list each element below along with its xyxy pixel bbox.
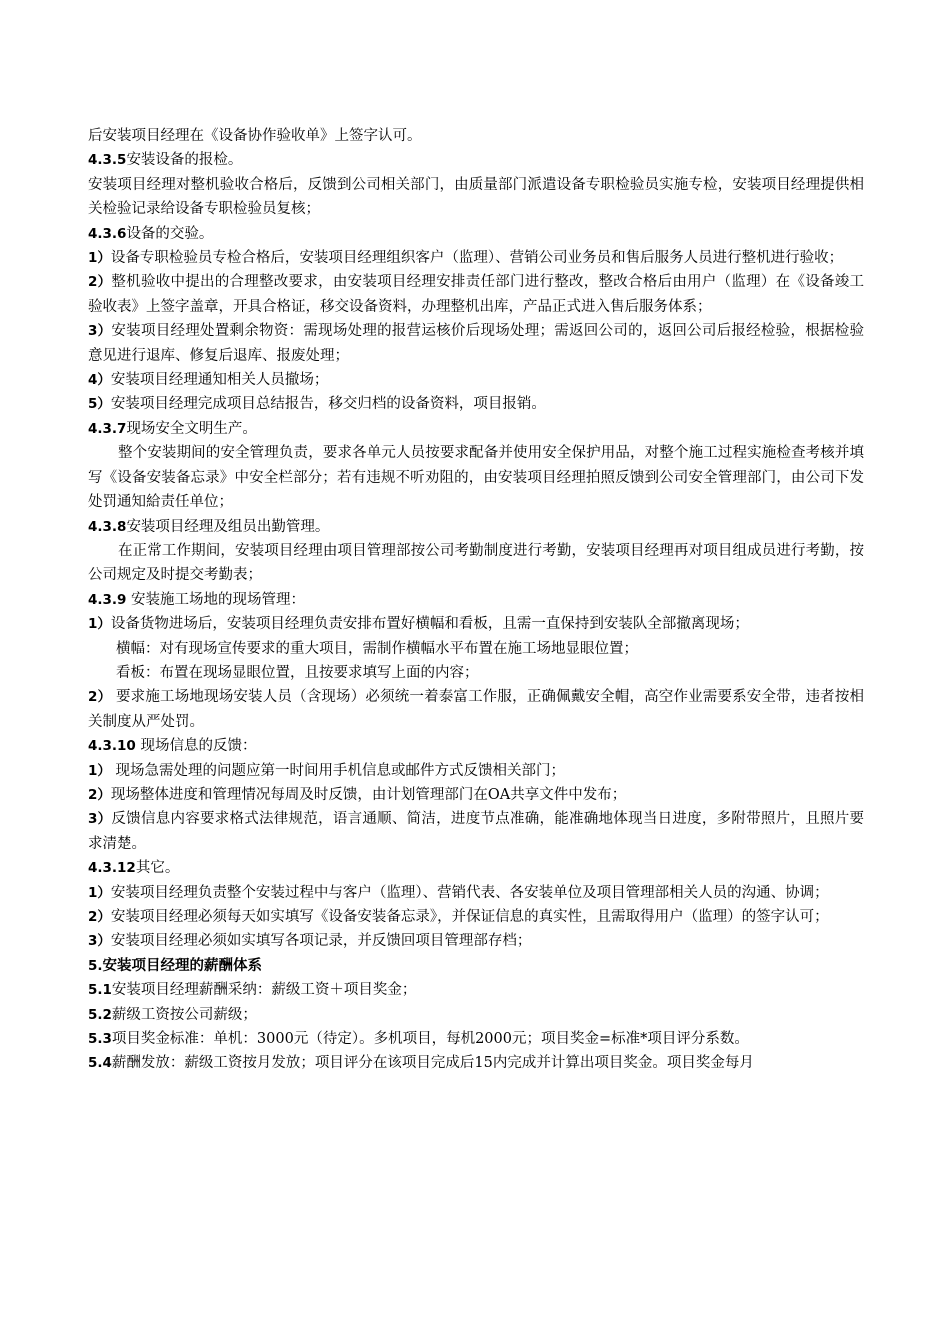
paragraph (88, 1027, 864, 1051)
paragraph-text: 现场急需处理的问题应第一时间用手机信息或邮件方式反馈相关部门； (110, 762, 566, 779)
section-number: 5.1 (88, 982, 112, 999)
section-number: 2） (88, 786, 111, 803)
paragraph (88, 368, 864, 392)
paragraph (88, 881, 864, 905)
paragraph (88, 1051, 864, 1075)
section-number: 2） (88, 909, 111, 925)
paragraph (88, 319, 864, 368)
paragraph-text: 现场安全文明生产。 (126, 420, 257, 437)
section-number: 2） (88, 689, 112, 706)
paragraph-text: 在正常工作期间，安装项目经理由项目管理部按公司考勤制度进行考勤，安装项目经理再对项目组成员进行考勤，按公司规定及时提交考勤表； (88, 542, 864, 584)
section-number: 4） (88, 372, 111, 389)
section-number: 4.3.8 (88, 518, 127, 535)
paragraph (88, 759, 864, 783)
paragraph (88, 246, 864, 270)
paragraph (88, 588, 864, 612)
section-number: 1） (88, 884, 111, 901)
paragraph-text: 整机验收中提出的合理整改要求，由安装项目经理安排责任部门进行整改，整改合格后由用户（监理）在《设备竣工验收表》上签字盖章，开具合格证，移交设备资料，办理整机出库，产品正式进入售后服务体系； (88, 274, 864, 315)
paragraph (88, 978, 864, 1002)
section-number: 5. (88, 957, 103, 974)
paragraph-text: 安装项目经理必须如实填写各项记录，并反馈回项目管理部存档； (110, 933, 532, 950)
paragraph (88, 905, 864, 929)
paragraph (88, 270, 864, 319)
section-number: 3） (88, 811, 112, 828)
paragraph-text: 薪级工资按公司薪级； (111, 1006, 257, 1023)
paragraph (88, 734, 864, 758)
paragraph (88, 856, 864, 880)
paragraph (88, 124, 864, 148)
section-number: 5.2 (88, 1006, 112, 1023)
section-number: 1） (88, 762, 111, 779)
paragraph-text: 安装项目经理及组员出勤管理。 (126, 518, 330, 535)
paragraph-text: 设备的交验。 (126, 225, 214, 242)
paragraph-text: 安装项目经理必须每天如实填写《设备安装备忘录》，并保证信息的真实性，且需取得用户（监理）的签字认可； (110, 909, 829, 925)
section-number: 1） (88, 616, 111, 633)
section-number: 4.3.7 (88, 420, 127, 437)
paragraph (88, 637, 864, 661)
section-number: 4.3.6 (88, 225, 127, 242)
section-number: 5.3 (88, 1031, 112, 1048)
section-number: 3） (88, 323, 112, 340)
paragraph-text: 设备货物进场后，安装项目经理负责安排布置好横幅和看板，且需一直保持到安装队全部撤离现场； (110, 616, 749, 633)
paragraph-text: 安装项目经理完成项目总结报告，移交归档的设备资料，项目报销。 (110, 396, 546, 413)
paragraph-text: 设备专职检验员专检合格后，安装项目经理组织客户（监理）、营销公司业务员和售后服务人员进行整机进行验收； (110, 250, 844, 267)
paragraph (88, 783, 864, 807)
paragraph-text: 后安装项目经理在《设备协作验收单》上签字认可。 (88, 128, 422, 144)
paragraph (88, 807, 864, 856)
paragraph-text: 安装设备的报检。 (126, 152, 243, 169)
paragraph (88, 539, 864, 588)
paragraph (88, 954, 864, 978)
paragraph-text: 横幅：对有现场宣传要求的重大项目，需制作横幅水平布置在施工场地显眼位置； (116, 640, 638, 657)
paragraph-text: 看板：布置在现场显眼位置，且按要求填写上面的内容； (116, 664, 479, 681)
document-body (88, 124, 864, 1076)
section-number: 1） (88, 250, 111, 267)
paragraph (88, 222, 864, 246)
paragraph-text: 安装项目经理的薪酬体系 (102, 957, 263, 974)
paragraph-text: 安装项目经理负责整个安装过程中与客户（监理）、营销代表、各安装单位及项目管理部相关人员的沟通、协调； (110, 884, 829, 901)
section-number: 4.3.5 (88, 152, 127, 169)
paragraph (88, 661, 864, 685)
paragraph-text: 安装项目经理处置剩余物资：需现场处理的报营运核价后现场处理；需返回公司的，返回公司后报经检验，根据检验意见进行退库、修复后退库、报废处理； (88, 323, 864, 364)
paragraph-text: 其它。 (135, 860, 180, 877)
section-number: 4.3.12 (88, 860, 136, 877)
section-number: 2） (88, 274, 112, 291)
paragraph (88, 392, 864, 416)
paragraph-text: 安装施工场地的现场管理： (126, 591, 306, 608)
paragraph-text: 现场信息的反馈： (135, 738, 257, 755)
section-number: 4.3.10 (88, 738, 136, 755)
section-number: 5） (88, 396, 111, 413)
paragraph (88, 417, 864, 441)
paragraph-text: 安装项目经理薪酬采纳：薪级工资＋项目奖金； (111, 982, 417, 999)
paragraph-text: 安装项目经理对整机验收合格后，反馈到公司相关部门，由质量部门派遣设备专职检验员实施专检，安装项目经理提供相关检验记录给设备专职检验员复核； (88, 176, 864, 218)
section-number: 3） (88, 933, 111, 950)
paragraph-text: 薪酬发放：薪级工资按月发放；项目评分在该项目完成后15内完成并计算出项目奖金。项目奖金每月 (111, 1055, 754, 1072)
paragraph-text: 反馈信息内容要求格式法律规范，语言通顺、简洁，进度节点准确，能准确地体现当日进度，多附带照片，且照片要求清楚。 (88, 811, 864, 852)
paragraph (88, 612, 864, 636)
section-number: 5.4 (88, 1055, 112, 1072)
paragraph (88, 685, 864, 734)
paragraph (88, 173, 864, 222)
paragraph-text: 要求施工场地现场安装人员（含现场）必须统一着泰富工作服，正确佩戴安全帽，高空作业需要系安全带，违者按相关制度从严处罚。 (88, 689, 864, 730)
paragraph-text: 现场整体进度和管理情况每周及时反馈，由计划管理部门在OA共享文件中发布； (110, 786, 627, 803)
paragraph (88, 515, 864, 539)
paragraph-text: 安装项目经理通知相关人员撤场； (110, 372, 329, 389)
paragraph (88, 929, 864, 953)
paragraph (88, 1003, 864, 1027)
section-number: 4.3.9 (88, 591, 127, 608)
paragraph (88, 441, 864, 514)
paragraph-text: 整个安装期间的安全管理负责，要求各单元人员按要求配备并使用安全保护用品，对整个施工过程实施检查考核并填写《设备安装备忘录》中安全栏部分；若有违规不听劝阻的，由安装项目经理拍照反馈到公司安全管理部门，由公司下发处罚通知給责任单位； (88, 445, 864, 511)
paragraph-text: 项目奖金标准：单机：3000元（待定）。多机项目，每机2000元；项目奖金=标准*项目评分系数。 (111, 1031, 749, 1048)
paragraph (88, 148, 864, 172)
